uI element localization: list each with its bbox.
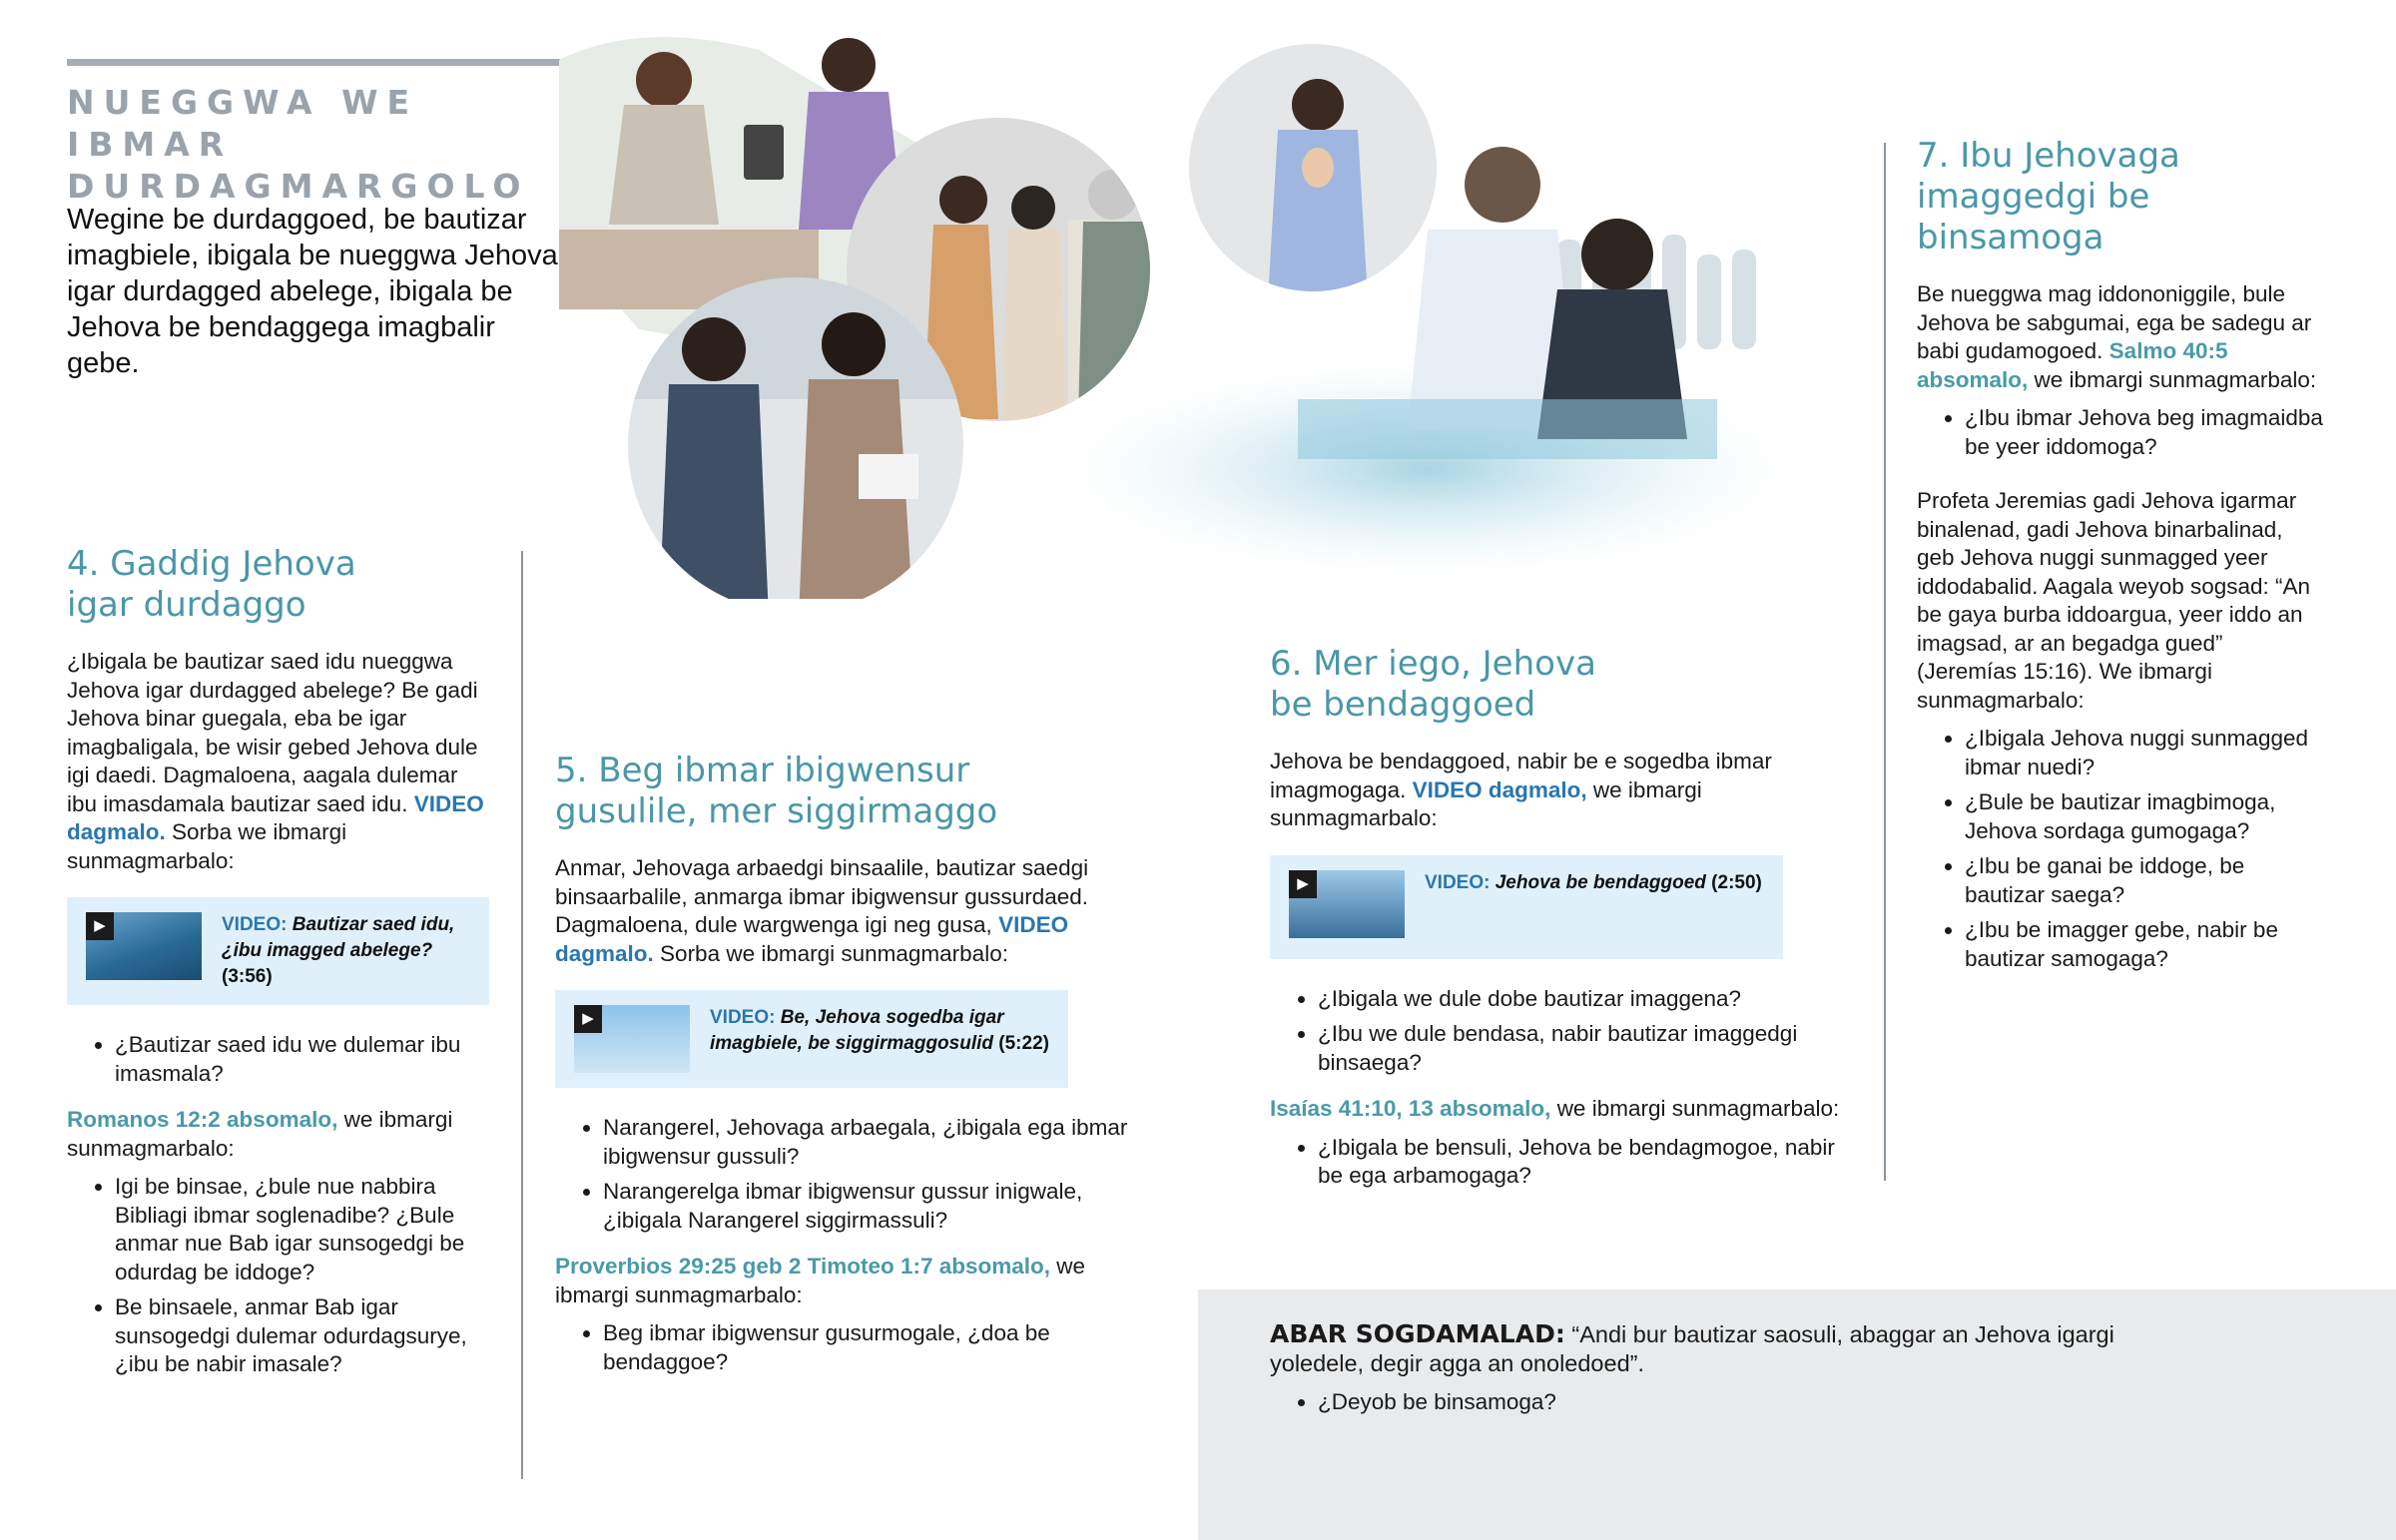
section-4-scripture-questions xyxy=(67,1173,486,1379)
section-5 xyxy=(555,751,1129,1394)
section-6-video-card[interactable] xyxy=(1270,855,1783,959)
section-4-scripture-prompt: Romanos 12:2 absomalo, we ibmargi sunmagmarbalo: xyxy=(67,1107,453,1161)
list-item: • ¿Ibigala be bensuli, Jehova be bendagmogoe, nabir be ega arbamogaga? xyxy=(1318,1134,1859,1191)
list-item: • ¿Bautizar saed idu we dulemar ibu imasmala? xyxy=(115,1031,486,1088)
section-7 xyxy=(1917,136,2326,991)
conversation-illustration xyxy=(619,269,978,599)
baptism-illustration xyxy=(1068,147,1787,574)
section-4-question-list xyxy=(67,1031,486,1088)
section-4-video-link[interactable]: VIDEO dagmalo. xyxy=(67,790,484,844)
scripture-link[interactable]: Isaías 41:10, 13 absomalo, xyxy=(1270,1096,1551,1121)
list-item: • Narangerel, Jehovaga arbaegala, ¿ibigala ega ibmar ibigwensur gussuli? xyxy=(603,1114,1129,1171)
column-divider-1 xyxy=(521,551,523,1479)
play-icon[interactable]: ▶ xyxy=(1289,870,1317,898)
summary-label: ABAR SOGDAMALAD: xyxy=(1270,1319,1565,1348)
list-item: • ¿Ibigala Jehova nuggi sunmagged ibmar nuedi? xyxy=(1965,725,2326,781)
section-5-scripture-prompt: Proverbios 29:25 geb 2 Timoteo 1:7 absomalo, we ibmargi sunmagmarbalo: xyxy=(555,1254,1086,1307)
video-caption: VIDEO: Be, Jehova sogedba igar imagbiele, be siggirmaggosulid (5:22) xyxy=(710,1007,1049,1054)
section-6-scripture-questions xyxy=(1270,1134,1859,1191)
scripture-link[interactable]: Proverbios 29:25 geb 2 Timoteo 1:7 absomalo, xyxy=(555,1254,1050,1279)
header-rule xyxy=(67,59,560,66)
door-visit-illustration xyxy=(839,110,1158,429)
intro-paragraph: Wegine be durdaggoed, be bautizar imagbiele, ibigala be nueggwa Jehova igar durdagged abelege, ibigala be Jehova be bendaggega imagbalir gebe. xyxy=(67,204,558,379)
section-5-paragraph: Anmar, Jehovaga arbaedgi binsaalile, bautizar saedgi binsaarbalile, anmarga ibmar ibigwensur gussurdaed. Dagmaloena, dule wargwenga igi neg gusa, VIDEO dagmalo. Sorba we ibmargi sunmagmarbalo: xyxy=(555,855,1089,966)
summary-question-list xyxy=(1270,1388,2168,1417)
list-item: • ¿Ibu be ganai be iddoge, be bautizar saega? xyxy=(1965,852,2326,909)
section-4 xyxy=(67,544,486,1397)
section-5-question-list xyxy=(555,1114,1129,1235)
video-thumbnail[interactable] xyxy=(1289,870,1405,938)
section-7-paragraph: Be nueggwa mag iddononiggile, bule Jehova be sabgumai, ega be sadegu ar babi gudamogoed. Salmo 40:5 absomalo, we ibmargi sunmagmarbalo: xyxy=(1917,281,2317,392)
play-icon[interactable]: ▶ xyxy=(86,912,114,940)
list-item: • ¿Ibu we dule bendasa, nabir bautizar imaggedgi binsaega? xyxy=(1318,1020,1859,1077)
section-7-paragraph-2: Profeta Jeremias gadi Jehova igarmar binalenad, gadi Jehova binarbalinad, geb Jehova nuggi sunmagged yeer iddodabalid. Aagala weyob sogsad: “An be gaya burba iddoargua, yeer iddo an imagsad, ar an begadga gued” (Jeremías 15:16). We ibmargi sunmagmarbalo: xyxy=(1917,488,2311,713)
section-6-video-link[interactable]: VIDEO dagmalo, xyxy=(1412,776,1587,802)
section-4-paragraph: ¿Ibigala be bautizar saed idu nueggwa Jehova igar durdagged abelege? Be gadi Jehova binar guegala, eba be igar imagbaligala, be wisir gebed Jehova dule igi daedi. Dagmaloena, aagala dulemar ibu imasdamala bautizar saed idu. VIDEO dagmalo. Sorba we ibmargi sunmagmarbalo: xyxy=(67,649,484,873)
kicker-line-1: NUEGGWA WE IBMAR xyxy=(67,83,419,164)
column-divider-2 xyxy=(1884,143,1886,1181)
section-7-question-list xyxy=(1917,404,2326,461)
list-item: • ¿Deyob be binsamoga? xyxy=(1318,1388,2168,1417)
video-thumbnail[interactable] xyxy=(574,1005,690,1073)
section-5-video-link[interactable]: VIDEO dagmalo. xyxy=(555,912,1069,966)
praying-woman-illustration xyxy=(1188,44,1438,299)
section-5-scripture-questions xyxy=(555,1319,1129,1376)
list-item: • ¿Ibu ibmar Jehova beg imagmaidba be yeer iddomoga? xyxy=(1965,404,2326,461)
section-6 xyxy=(1270,644,1859,1209)
list-item: • Narangerelga ibmar ibigwensur gussur inigwale, ¿ibigala Narangerel siggirmassuli? xyxy=(603,1178,1129,1235)
section-6-scripture-prompt: Isaías 41:10, 13 absomalo, we ibmargi sunmagmarbalo: xyxy=(1270,1096,1840,1121)
section-5-video-card[interactable] xyxy=(555,990,1068,1088)
section-6-question-list xyxy=(1270,985,1859,1078)
list-item: • ¿Ibu be imagger gebe, nabir be bautizar samogaga? xyxy=(1965,916,2326,973)
section-6-title: 6. Mer iego, Jehova be bendaggoed xyxy=(1270,644,1596,725)
list-item: • Beg ibmar ibigwensur gusurmogale, ¿doa be bendaggoe? xyxy=(603,1319,1129,1376)
kicker-line-2: DURDAGMARGOLO xyxy=(67,167,530,206)
page-kicker xyxy=(67,82,586,208)
sitting-women-illustration xyxy=(559,37,948,344)
section-7-title: 7. Ibu Jehovaga imaggedgi be binsamoga xyxy=(1917,136,2180,257)
video-thumbnail[interactable] xyxy=(86,912,202,980)
list-item: • Igi be binsae, ¿bule nue nabbira Bibliagi ibmar soglenadibe? ¿Bule anmar nue Bab igar sunsogedgi be odurdag be iddoge? xyxy=(115,1173,486,1286)
scripture-link[interactable]: Salmo 40:5 absomalo, xyxy=(1917,338,2228,392)
summary-content xyxy=(1270,1319,2168,1435)
list-item: • ¿Ibigala we dule dobe bautizar imaggena? xyxy=(1318,985,1859,1014)
section-4-video-card[interactable] xyxy=(67,897,489,1005)
video-caption: VIDEO: Jehova be bendaggoed (2:50) xyxy=(1425,871,1762,893)
section-7-question-list-2 xyxy=(1917,725,2326,973)
section-4-title: 4. Gaddig Jehova igar durdaggo xyxy=(67,544,356,625)
scripture-link[interactable]: Romanos 12:2 absomalo, xyxy=(67,1107,338,1132)
video-caption: VIDEO: Bautizar saed idu, ¿ibu imagged abelege? (3:56) xyxy=(222,914,455,987)
play-icon[interactable]: ▶ xyxy=(574,1005,602,1033)
section-6-paragraph: Jehova be bendaggoed, nabir be e sogedba ibmar imagmogaga. VIDEO dagmalo, we ibmargi sunmagmarbalo: xyxy=(1270,749,1772,830)
list-item: • ¿Bule be bautizar imagbimoga, Jehova sordaga gumogaga? xyxy=(1965,788,2326,845)
list-item: • Be binsaele, anmar Bab igar sunsogedgi dulemar odurdagsurye, ¿ibu be nabir imasale? xyxy=(115,1293,486,1379)
summary-quote: ABAR SOGDAMALAD: “Andi bur bautizar saosuli, abaggar an Jehova igargi yoledele, degir agga an onoledoed”. xyxy=(1270,1319,2114,1376)
section-5-title: 5. Beg ibmar ibigwensur gusulile, mer siggirmaggo xyxy=(555,751,998,831)
